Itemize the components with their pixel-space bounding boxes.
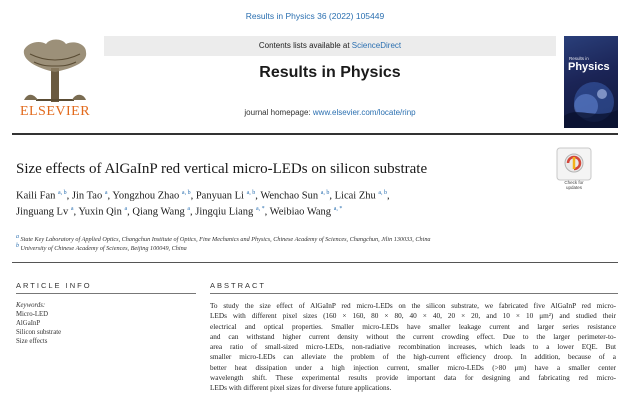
abstract-line: better heat dissipation under a high injection current, smaller micro-LEDs (>80 μm) have a smaller center	[210, 363, 616, 372]
author-affil-mark[interactable]: a, b	[246, 190, 256, 196]
abstract-heading: ABSTRACT	[210, 281, 267, 290]
author-name[interactable]: Yuxin Qin	[78, 206, 122, 218]
elsevier-wordmark: ELSEVIER	[19, 104, 91, 119]
affiliation-a	[16, 234, 431, 243]
cover-art-icon	[564, 76, 618, 128]
journal-homepage	[104, 108, 556, 117]
abstract-line: wavelength shift. These experimental results provide important data for designing and fabricating red micro-	[210, 373, 616, 382]
abstract-line: area ratio of small-sized micro-LEDs, non-radiative recombination increases, which leads to a lower EQE. But	[210, 343, 616, 351]
keyword-item: Micro-LED	[16, 311, 49, 318]
author-affil-mark[interactable]: a	[124, 206, 128, 212]
affiliation-b	[16, 243, 187, 252]
check-label-line: updates	[565, 185, 582, 190]
affiliation-mark: a	[16, 234, 19, 240]
abstract-line: LEDs with different pixel sizes (160 × 160, 80 × 80, 40 × 40, 20 × 20, and 10 × 10 μm²) and studied their	[210, 312, 616, 321]
author-name[interactable]: Wenchao Sun	[260, 190, 319, 202]
affiliation-text: University of Chinese Academy of Sciences, Beijing 100049, China	[20, 245, 187, 253]
article-info-heading: ARTICLE INFO	[16, 281, 92, 290]
keyword-item: AlGaInP	[16, 320, 41, 327]
author-list-line-1: Kaili Fan $^{a, b}$, Jin Tao $^a$, Yongzhou Zhao $^{a, b}$, Panyuan Li $^{a, b}$, Wenchao Sun $^{a, b}$, Licai Zhu $^{a, b}$,	[16, 190, 390, 202]
cover-title: Physics	[568, 61, 610, 73]
contents-prefix: Contents lists available at	[258, 41, 352, 50]
abstract-rule	[210, 293, 618, 294]
author-affil-mark[interactable]: a, b	[58, 190, 67, 196]
journal-info-band	[104, 36, 556, 128]
cover-subtitle: Results in	[569, 56, 589, 61]
abstract-line: smaller micro-LEDs can alleviate the problem of the high-current efficiency droop. In addition, because of a	[210, 353, 616, 362]
author-name[interactable]: Licai Zhu	[334, 190, 376, 202]
author-affil-mark[interactable]: a, b	[320, 190, 330, 196]
author-name[interactable]: Panyuan Li	[195, 190, 244, 202]
check-for-updates-icon[interactable]	[556, 147, 592, 181]
keywords-label: Keywords:	[16, 302, 46, 309]
author-name[interactable]: Jin Tao	[71, 190, 103, 202]
check-for-updates-label	[552, 180, 596, 190]
sciencedirect-link[interactable]: ScienceDirect	[351, 41, 402, 50]
keyword-item: Size effects	[16, 338, 48, 345]
author-list-line-2: Jinguang Lv $^a$, Yuxin Qin $^a$, Qiang Wang $^a$, Jingqiu Liang $^{a, *}$, Weibiao Wang $^{a, *}$	[16, 206, 343, 218]
elsevier-logo[interactable]	[12, 36, 98, 128]
author-name[interactable]: Yongzhou Zhao	[112, 190, 180, 202]
author-affil-mark[interactable]: a	[104, 190, 108, 196]
homepage-link[interactable]: www.elsevier.com/locate/rinp	[312, 108, 416, 117]
article-info-rule	[16, 293, 196, 294]
journal-cover[interactable]	[564, 36, 618, 128]
contents-strip	[104, 36, 556, 56]
author-affil-mark[interactable]: a	[187, 206, 191, 212]
author-name[interactable]: Kaili Fan	[16, 190, 56, 202]
abstract-text	[210, 301, 616, 393]
article-title: Size effects of AlGaInP red vertical micro-LEDs on silicon substrate	[16, 161, 428, 177]
abstract-line: LEDs with different pixel sizes for diverse future applications.	[210, 384, 392, 392]
abstract-line: electrical and optical properties. Smaller micro-LEDs have smaller leakage current and larger series resistance	[210, 322, 616, 331]
abstract-line: and can withstand higher current density without the current crowding effect. Due to the larger perimeter-to-	[210, 332, 616, 341]
check-label-line: Check for	[564, 180, 584, 185]
journal-title[interactable]: Results in Physics	[259, 64, 401, 81]
author-affil-mark[interactable]: a, b	[181, 190, 191, 196]
affiliation-text: State Key Laboratory of Applied Optics, Changchun Institute of Optics, Fine Mechanics and Physics, Chinese Academy of Sciences, Changchun, Jilin 130033, China	[20, 236, 431, 244]
author-affil-mark[interactable]: a, *	[255, 206, 265, 212]
affiliation-mark: b	[16, 243, 19, 249]
author-name[interactable]: Qiang Wang	[132, 206, 185, 218]
citation-line[interactable]: Results in Physics 36 (2022) 105449	[245, 11, 385, 21]
author-affil-mark[interactable]: a, b	[378, 190, 388, 196]
elsevier-tree-icon	[16, 38, 94, 106]
section-rule	[12, 262, 618, 263]
header-rule	[12, 133, 618, 135]
journal-masthead	[12, 36, 618, 128]
author-affil-mark[interactable]: a	[70, 206, 74, 212]
author-name[interactable]: Jingqiu Liang	[195, 206, 254, 218]
author-name[interactable]: Jinguang Lv	[16, 206, 69, 218]
keyword-item: Silicon substrate	[16, 329, 62, 336]
author-name[interactable]: Weibiao Wang	[269, 206, 332, 218]
homepage-prefix: journal homepage:	[244, 108, 313, 117]
author-affil-mark[interactable]: a, *	[333, 206, 343, 212]
abstract-line: To study the size effect of AlGaInP red micro-LEDs on the silicon substrate, we fabricated five AlGaInP red micro-	[210, 302, 616, 310]
